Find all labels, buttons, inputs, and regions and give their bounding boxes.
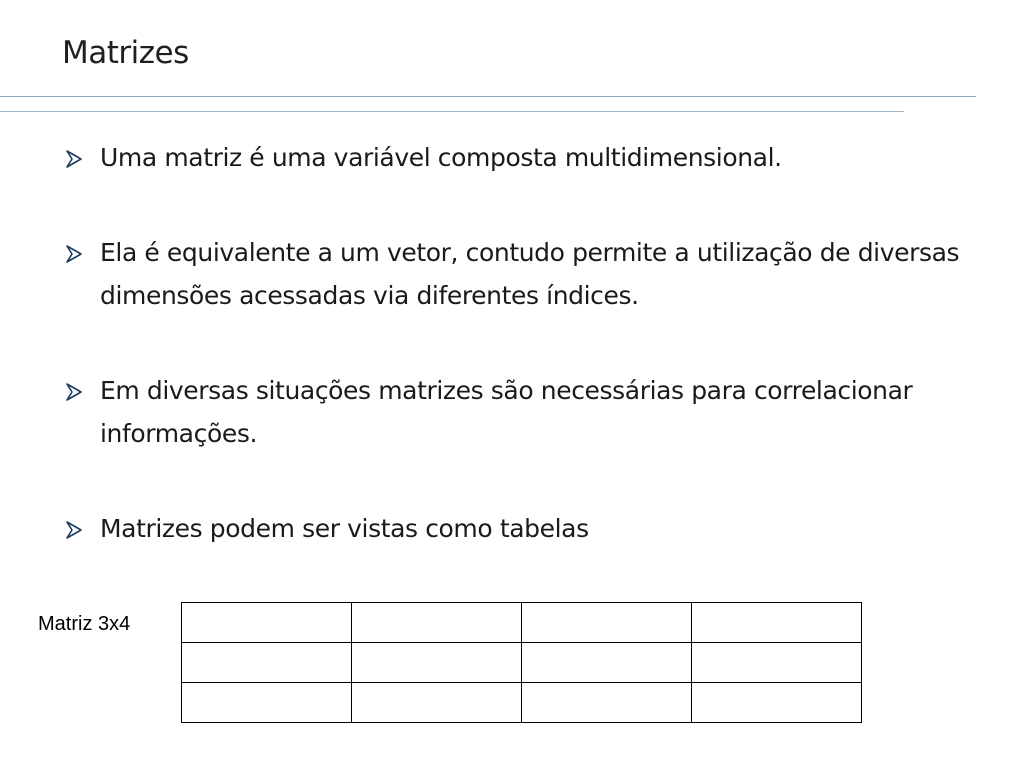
matrix-cell (182, 643, 352, 683)
matrix-cell (692, 683, 862, 723)
slide-title: Matrizes (62, 35, 189, 71)
matrix-table (181, 602, 862, 723)
arrow-bullet-icon (64, 149, 84, 169)
title-divider-bottom (0, 111, 904, 112)
bullet-text: Ela é equivalente a um vetor, contudo permite a utilização de diversas dimensões acessadas via diferentes índices. (100, 238, 960, 310)
title-divider-top (0, 96, 976, 97)
bullet-text: Matrizes podem ser vistas como tabelas (100, 514, 589, 543)
matrix-cell (692, 643, 862, 683)
matrix-cell (692, 603, 862, 643)
matrix-cell (352, 603, 522, 643)
matrix-cell (522, 603, 692, 643)
arrow-bullet-icon (64, 244, 84, 264)
matrix-cell (522, 683, 692, 723)
matrix-cell (352, 643, 522, 683)
matrix-row (182, 643, 862, 683)
bullet-text: Uma matriz é uma variável composta multidimensional. (100, 143, 782, 172)
matrix-cell (182, 603, 352, 643)
matrix-label: Matriz 3x4 (38, 613, 131, 635)
bullet-item (62, 369, 962, 455)
bullet-item (62, 507, 962, 550)
matrix-cell (352, 683, 522, 723)
matrix-row (182, 603, 862, 643)
bullet-list (62, 136, 962, 550)
bullet-item (62, 231, 962, 317)
bullet-item (62, 136, 962, 179)
matrix-cell (522, 643, 692, 683)
arrow-bullet-icon (64, 382, 84, 402)
matrix-cell (182, 683, 352, 723)
bullet-text: Em diversas situações matrizes são necessárias para correlacionar informações. (100, 376, 913, 448)
arrow-bullet-icon (64, 520, 84, 540)
matrix-row (182, 683, 862, 723)
